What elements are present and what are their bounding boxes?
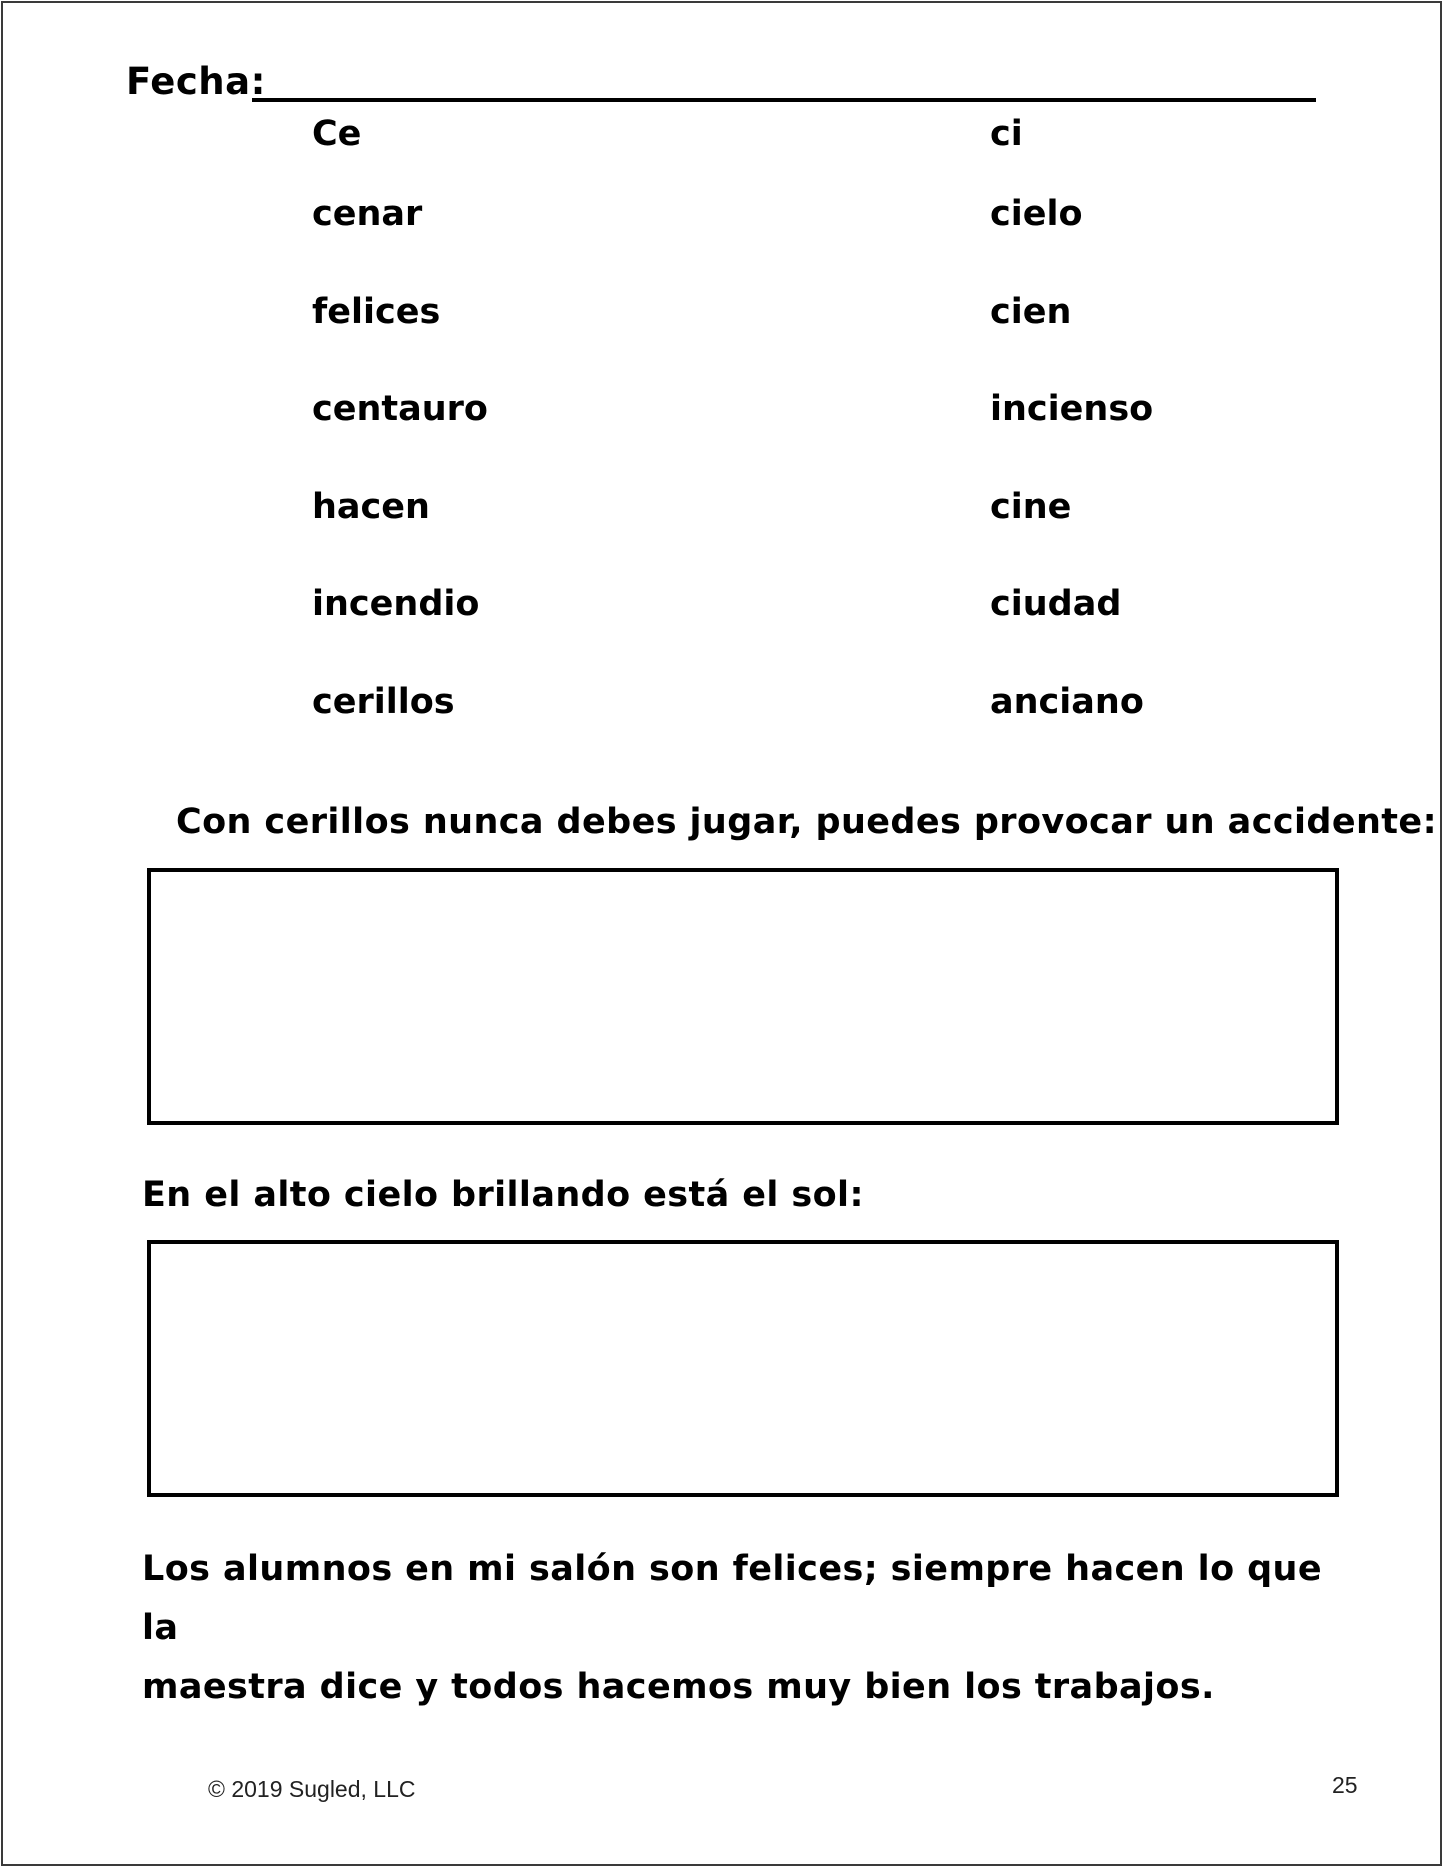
word-item: cerillos	[312, 681, 455, 722]
page-number: 25	[1332, 1772, 1358, 1798]
word-item: cine	[990, 486, 1072, 527]
word-item: felices	[312, 291, 441, 332]
column-header-ci: ci	[990, 114, 1023, 154]
word-item: hacen	[312, 486, 430, 527]
paragraph-line-2: maestra dice y todos hacemos muy bien los trabajos.	[142, 1667, 1215, 1707]
copyright-notice: © 2019 Sugled, LLC	[208, 1776, 416, 1802]
word-column-ce	[312, 108, 612, 776]
date-writing-line[interactable]	[252, 98, 1316, 102]
paragraph-line-1: Los alumnos en mi salón son felices; siempre hacen lo que la	[142, 1549, 1323, 1648]
word-item: cielo	[990, 194, 1083, 234]
word-item: incienso	[990, 389, 1154, 430]
sentence-prompt-cerillos: Con cerillos nunca debes jugar, puedes provocar un accidente:	[176, 802, 1437, 842]
date-label: Fecha:	[126, 60, 266, 103]
word-list-ce	[312, 190, 612, 776]
word-list-ci	[990, 190, 1290, 776]
drawing-box-cerillos[interactable]	[147, 868, 1339, 1125]
word-item: incendio	[312, 584, 480, 625]
date-field	[126, 58, 1318, 108]
sentence-prompt-cielo: En el alto cielo brillando está el sol:	[142, 1175, 864, 1215]
word-item: cenar	[312, 194, 423, 234]
word-item: cien	[990, 291, 1072, 332]
word-item: centauro	[312, 389, 488, 430]
word-item: anciano	[990, 681, 1144, 722]
reading-paragraph	[142, 1540, 1342, 1717]
column-header-ce: Ce	[312, 114, 362, 154]
drawing-box-cielo[interactable]	[147, 1240, 1339, 1497]
word-item: ciudad	[990, 584, 1122, 625]
word-column-ci	[990, 108, 1290, 776]
